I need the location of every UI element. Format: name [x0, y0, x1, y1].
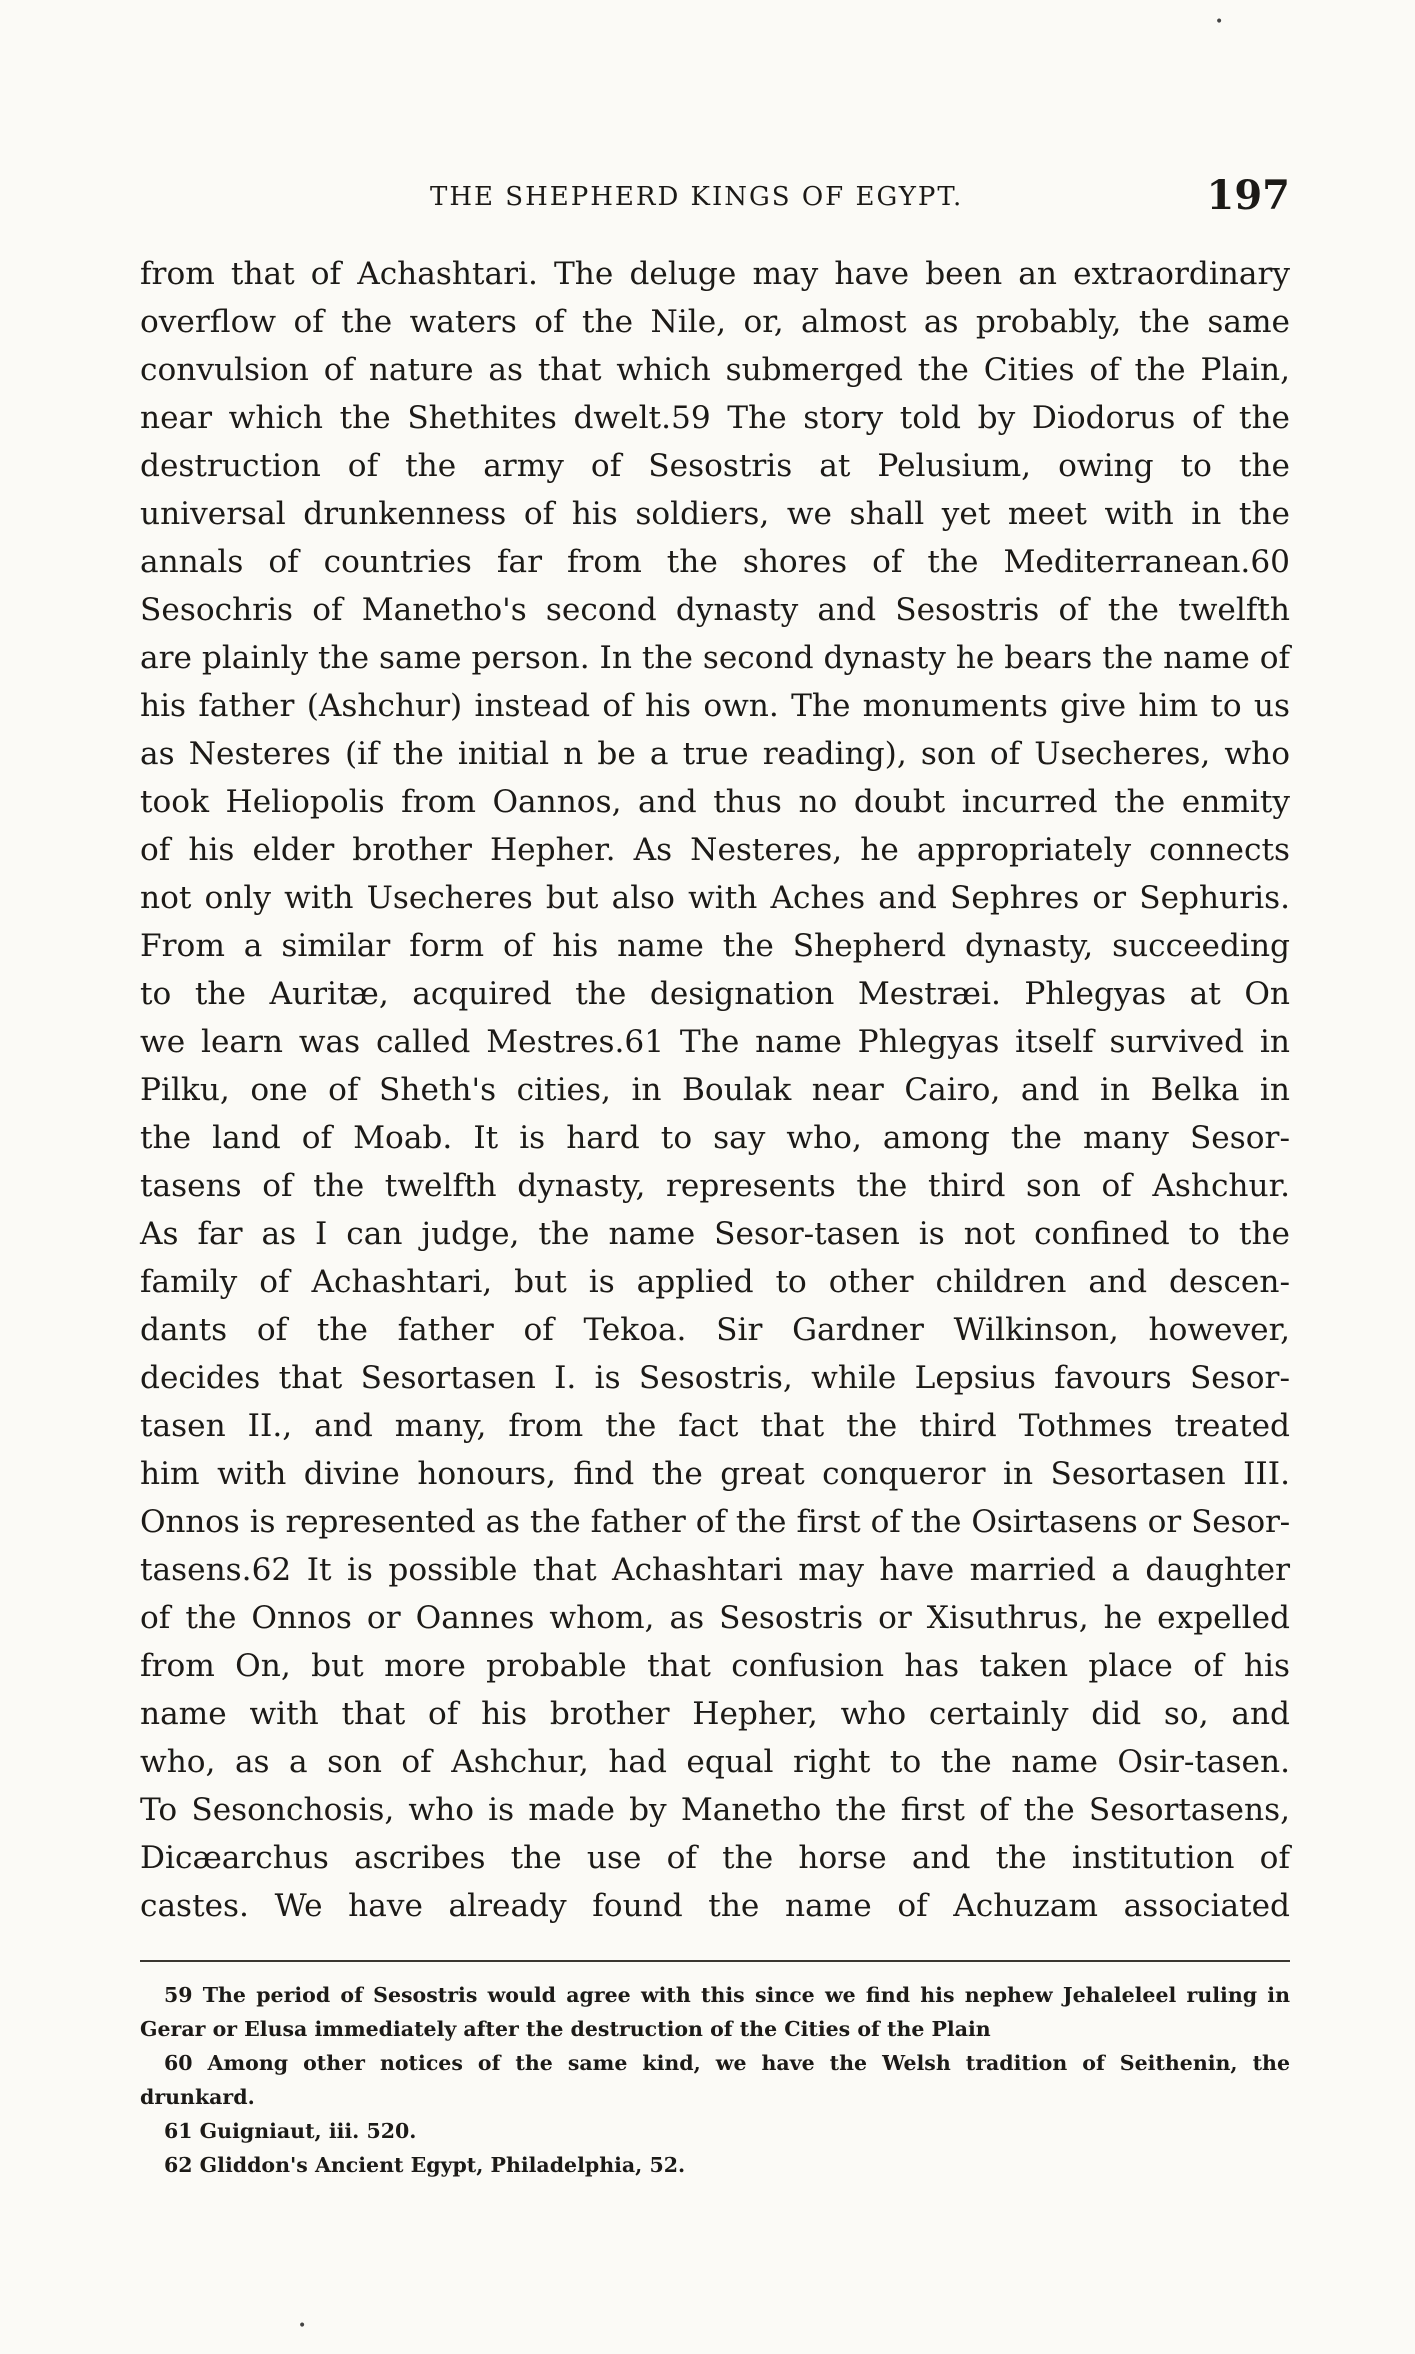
stray-mark-top: •: [1215, 14, 1224, 30]
text-line: castes. We have already found the name of Achuzam associated: [140, 1888, 1290, 1924]
footnote-line: 59 The period of Sesostris would agree with this since we find his nephew Jehaleleel ruling in: [164, 1983, 1290, 2007]
text-line: to the Auritæ, acquired the designation Mestræi. Phlegyas at On: [140, 976, 1290, 1012]
footnote-line: 61 Guigniaut, iii. 520.: [164, 2119, 417, 2143]
text-line: decides that Sesortasen I. is Sesostris, while Lepsius favours Sesor-: [140, 1360, 1290, 1396]
text-line: annals of countries far from the shores of the Mediterranean.60: [140, 544, 1290, 580]
text-line: took Heliopolis from Oannos, and thus no doubt incurred the enmity: [140, 784, 1290, 820]
stray-mark-bottom: •: [298, 2318, 307, 2334]
text-line: near which the Shethites dwelt.59 The story told by Diodorus of the: [140, 400, 1290, 436]
footnote-line: Gerar or Elusa immediately after the destruction of the Cities of the Plain: [140, 2017, 991, 2041]
text-line: from that of Achashtari. The deluge may have been an extraordinary: [140, 256, 1290, 292]
text-line: Dicæarchus ascribes the use of the horse and the institution of: [140, 1840, 1290, 1876]
footnote-rule: [140, 1960, 1290, 1962]
text-line: from On, but more probable that confusion has taken place of his: [140, 1648, 1290, 1684]
text-line: As far as I can judge, the name Sesor-tasen is not confined to the: [140, 1216, 1290, 1252]
text-line: his father (Ashchur) instead of his own. The monuments give him to us: [140, 688, 1290, 724]
text-line: universal drunkenness of his soldiers, we shall yet meet with in the: [140, 496, 1290, 532]
text-line: dants of the father of Tekoa. Sir Gardner Wilkinson, however,: [140, 1312, 1290, 1348]
text-line: of the Onnos or Oannes whom, as Sesostris or Xisuthrus, he expelled: [140, 1600, 1290, 1636]
footnotes: [140, 1978, 1290, 2182]
text-line: as Nesteres (if the initial n be a true reading), son of Usecheres, who: [140, 736, 1290, 772]
text-line: we learn was called Mestres.61 The name Phlegyas itself survived in: [140, 1024, 1290, 1060]
text-line: convulsion of nature as that which submerged the Cities of the Plain,: [140, 352, 1290, 388]
text-line: name with that of his brother Hepher, who certainly did so, and: [140, 1696, 1290, 1732]
text-line: Pilku, one of Sheth's cities, in Boulak near Cairo, and in Belka in: [140, 1072, 1290, 1108]
text-line: are plainly the same person. In the second dynasty he bears the name of: [140, 640, 1291, 676]
text-line: the land of Moab. It is hard to say who, among the many Sesor-: [140, 1120, 1290, 1156]
text-line: tasens of the twelfth dynasty, represents the third son of Ashchur.: [140, 1168, 1290, 1204]
text-line: family of Achashtari, but is applied to other children and descen-: [140, 1264, 1290, 1300]
text-line: Onnos is represented as the father of the first of the Osirtasens or Sesor-: [140, 1504, 1290, 1540]
text-line: not only with Usecheres but also with Aches and Sephres or Sephuris.: [140, 880, 1290, 916]
text-line: Sesochris of Manetho's second dynasty and Sesostris of the twelfth: [140, 592, 1290, 628]
text-line: tasens.62 It is possible that Achashtari may have married a daughter: [140, 1552, 1290, 1588]
page-number: 197: [1206, 172, 1290, 219]
text-line: tasen II., and many, from the fact that the third Tothmes treated: [140, 1408, 1290, 1444]
footnote-line: 60 Among other notices of the same kind, we have the Welsh tradition of Seithenin, the: [164, 2051, 1290, 2075]
text-line: To Sesonchosis, who is made by Manetho the first of the Sesortasens,: [140, 1792, 1290, 1828]
text-line: From a similar form of his name the Shepherd dynasty, succeeding: [140, 928, 1290, 964]
text-line: him with divine honours, find the great conqueror in Sesortasen III.: [140, 1456, 1290, 1492]
text-line: overflow of the waters of the Nile, or, almost as probably, the same: [140, 304, 1290, 340]
text-line: who, as a son of Ashchur, had equal right to the name Osir-tasen.: [140, 1744, 1290, 1780]
text-line: of his elder brother Hepher. As Nesteres, he appropriately connects: [140, 832, 1290, 868]
footnote-line: drunkard.: [140, 2085, 255, 2109]
text-line: destruction of the army of Sesostris at Pelusium, owing to the: [140, 448, 1290, 484]
page-header: [140, 172, 1290, 222]
body-text: [140, 250, 1290, 1930]
footnote-line: 62 Gliddon's Ancient Egypt, Philadelphia, 52.: [164, 2153, 686, 2177]
running-head: THE SHEPHERD KINGS OF EGYPT.: [430, 182, 964, 212]
